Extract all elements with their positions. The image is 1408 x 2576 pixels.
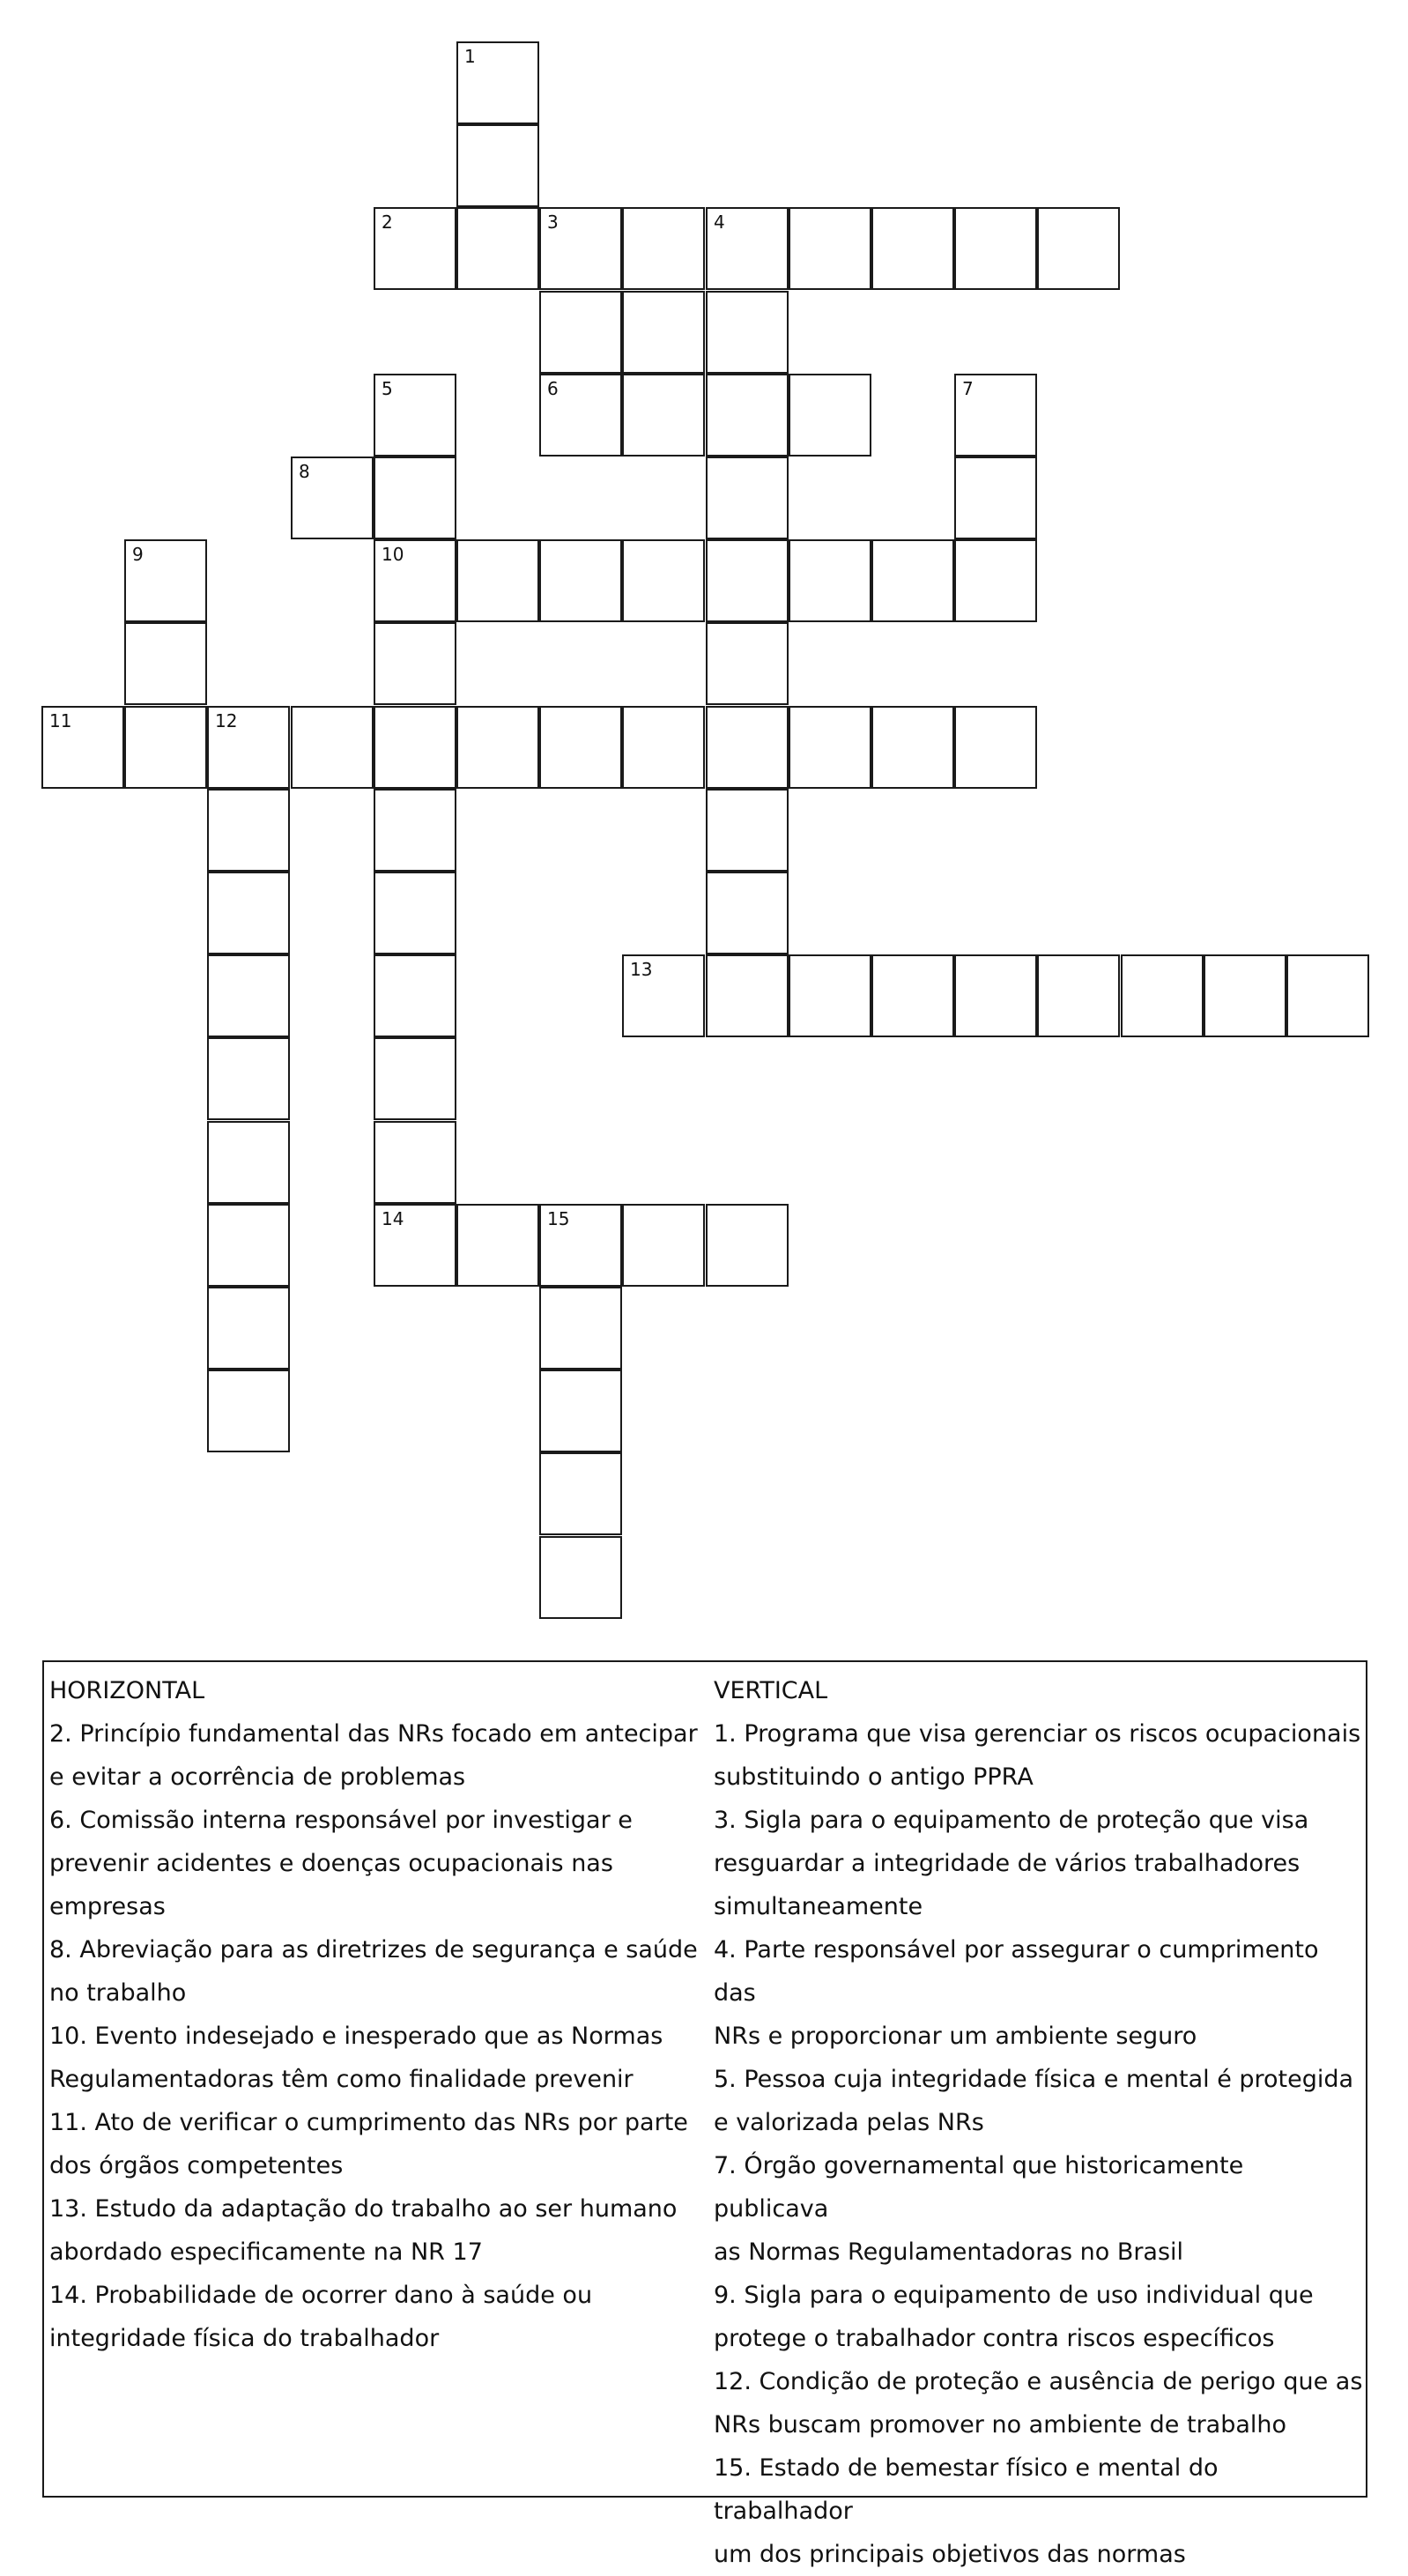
horizontal-clues — [49, 1669, 701, 2360]
clue-number: 12 — [215, 710, 238, 731]
grid-cell[interactable] — [706, 539, 789, 622]
grid-cell[interactable] — [539, 539, 622, 622]
grid-cell[interactable] — [207, 872, 290, 954]
grid-cell[interactable] — [706, 622, 789, 705]
grid-cell[interactable] — [374, 954, 456, 1037]
clue-line: 10. Evento indesejado e inesperado que as Normas — [49, 2023, 663, 2050]
grid-cell[interactable] — [789, 207, 871, 290]
clue-line: e evitar a ocorrência de problemas — [49, 1763, 466, 1791]
grid-cell[interactable] — [706, 1204, 789, 1287]
horizontal-title: HORIZONTAL — [49, 1677, 205, 1704]
clue-line: 6. Comissão interna responsável por investigar e — [49, 1807, 633, 1834]
grid-cell[interactable] — [871, 954, 954, 1037]
grid-cell[interactable] — [789, 954, 871, 1037]
clue-line: 14. Probabilidade de ocorrer dano à saúde ou — [49, 2282, 593, 2309]
clue-line: abordado especificamente na NR 17 — [49, 2238, 483, 2266]
clue-number: 1 — [464, 46, 476, 67]
grid-cell[interactable] — [374, 1037, 456, 1120]
grid-cell[interactable] — [456, 124, 539, 207]
clue-line: um dos principais objetivos das normas — [714, 2541, 1186, 2568]
grid-cell[interactable] — [124, 706, 207, 789]
clue-line: e valorizada pelas NRs — [714, 2109, 984, 2136]
grid-cell[interactable] — [706, 374, 789, 457]
grid-cell[interactable] — [539, 291, 622, 374]
grid-cell[interactable] — [207, 789, 290, 872]
clue-line: 15. Estado de bemestar físico e mental do trabalhador — [714, 2454, 1219, 2525]
grid-cell[interactable] — [622, 1204, 705, 1287]
clue-number: 15 — [547, 1208, 570, 1229]
grid-cell[interactable] — [456, 207, 539, 290]
grid-cell[interactable] — [207, 1287, 290, 1370]
grid-cell[interactable] — [124, 539, 207, 622]
grid-cell[interactable] — [374, 207, 456, 290]
clue-line: no trabalho — [49, 1979, 187, 2007]
grid-cell[interactable] — [207, 1037, 290, 1120]
clues-box — [42, 1660, 1367, 2568]
clue-number: 3 — [547, 212, 559, 233]
clue-number: 7 — [962, 378, 974, 399]
clue-number: 10 — [382, 544, 404, 565]
grid-cell[interactable] — [124, 622, 207, 705]
clue-number: 4 — [714, 212, 725, 233]
grid-cell[interactable] — [456, 41, 539, 124]
clue-number: 8 — [299, 461, 310, 482]
grid-cell[interactable] — [622, 291, 705, 374]
grid-cell[interactable] — [291, 457, 374, 539]
clue-line: protege o trabalhador contra riscos específicos — [714, 2325, 1275, 2352]
grid-cell[interactable] — [1037, 207, 1120, 290]
grid-cell[interactable] — [789, 374, 871, 457]
grid-cell[interactable] — [374, 1204, 456, 1287]
clue-line: 2. Princípio fundamental das NRs focado em antecipar — [49, 1720, 698, 1748]
grid-cell[interactable] — [622, 374, 705, 457]
grid-cell[interactable] — [1037, 954, 1120, 1037]
clue-line: integridade física do trabalhador — [49, 2325, 440, 2352]
grid-cell[interactable] — [1204, 954, 1286, 1037]
grid-cell[interactable] — [789, 539, 871, 622]
clue-line: empresas — [49, 1893, 166, 1920]
clue-line: as Normas Regulamentadoras no Brasil — [714, 2238, 1184, 2266]
clue-line: substituindo o antigo PPRA — [714, 1763, 1034, 1791]
clue-line: Regulamentadoras têm como finalidade prevenir — [49, 2066, 634, 2093]
grid-cell[interactable] — [706, 706, 789, 789]
clue-number: 13 — [630, 959, 653, 980]
clue-line: 1. Programa que visa gerenciar os riscos ocupacionais — [714, 1720, 1361, 1748]
grid-cell[interactable] — [207, 1204, 290, 1287]
grid-cell[interactable] — [207, 954, 290, 1037]
grid-cell[interactable] — [374, 789, 456, 872]
grid-cell[interactable] — [954, 954, 1037, 1037]
clue-line: 8. Abreviação para as diretrizes de segurança e saúde — [49, 1936, 698, 1964]
grid-cell[interactable] — [539, 1204, 622, 1287]
grid-cell[interactable] — [706, 291, 789, 374]
clue-line: 9. Sigla para o equipamento de uso individual que — [714, 2282, 1314, 2309]
grid-cell[interactable] — [374, 539, 456, 622]
grid-cell[interactable] — [871, 207, 954, 290]
clue-number: 14 — [382, 1208, 404, 1229]
grid-cell[interactable] — [456, 1204, 539, 1287]
grid-cell[interactable] — [622, 706, 705, 789]
grid-cell[interactable] — [539, 706, 622, 789]
grid-cell[interactable] — [539, 1452, 622, 1535]
grid-cell[interactable] — [374, 872, 456, 954]
grid-cell[interactable] — [622, 539, 705, 622]
grid-cell[interactable] — [954, 207, 1037, 290]
clue-number: 2 — [382, 212, 393, 233]
grid-cell[interactable] — [374, 374, 456, 457]
grid-cell[interactable] — [1286, 954, 1369, 1037]
grid-cell[interactable] — [622, 954, 705, 1037]
grid-cell[interactable] — [456, 539, 539, 622]
grid-cell[interactable] — [207, 1370, 290, 1452]
clue-line: NRs e proporcionar um ambiente seguro — [714, 2023, 1197, 2050]
clue-line: 4. Parte responsável por assegurar o cumprimento das — [714, 1936, 1319, 2007]
clue-line: 12. Condição de proteção e ausência de perigo que as — [714, 2368, 1363, 2395]
grid-cell[interactable] — [374, 457, 456, 539]
grid-cell[interactable] — [789, 706, 871, 789]
grid-cell[interactable] — [207, 1121, 290, 1204]
grid-cell[interactable] — [954, 457, 1037, 539]
grid-cell[interactable] — [207, 706, 290, 789]
grid-cell[interactable] — [291, 706, 374, 789]
clue-number: 5 — [382, 378, 393, 399]
grid-cell[interactable] — [539, 1536, 622, 1619]
grid-cell[interactable] — [954, 374, 1037, 457]
clue-line: dos órgãos competentes — [49, 2152, 344, 2179]
grid-cell[interactable] — [539, 1287, 622, 1370]
clue-line: resguardar a integridade de vários trabalhadores — [714, 1850, 1301, 1877]
grid-cell[interactable] — [954, 539, 1037, 622]
grid-cell[interactable] — [41, 706, 124, 789]
grid-cell[interactable] — [539, 374, 622, 457]
grid-cell[interactable] — [954, 706, 1037, 789]
clue-number: 11 — [49, 710, 72, 731]
grid-cell[interactable] — [706, 954, 789, 1037]
clue-number: 9 — [132, 544, 144, 565]
grid-cell[interactable] — [871, 706, 954, 789]
clue-line: NRs buscam promover no ambiente de trabalho — [714, 2411, 1287, 2439]
grid-cell[interactable] — [539, 207, 622, 290]
clue-line: simultaneamente — [714, 1893, 923, 1920]
grid-cell[interactable] — [871, 539, 954, 622]
vertical-clues — [714, 1669, 1364, 2576]
grid-cell[interactable] — [539, 1370, 622, 1452]
clue-line: 3. Sigla para o equipamento de proteção que visa — [714, 1807, 1309, 1834]
clue-line: 7. Órgão governamental que historicamente publicava — [714, 2152, 1244, 2223]
grid-cell[interactable] — [706, 207, 789, 290]
clue-line: prevenir acidentes e doenças ocupacionais nas — [49, 1850, 613, 1877]
grid-cell[interactable] — [706, 872, 789, 954]
grid-cell[interactable] — [374, 706, 456, 789]
grid-cell[interactable] — [706, 789, 789, 872]
grid-cell[interactable] — [706, 457, 789, 539]
grid-cell[interactable] — [374, 1121, 456, 1204]
clue-line: 5. Pessoa cuja integridade física e mental é protegida — [714, 2066, 1354, 2093]
grid-cell[interactable] — [622, 207, 705, 290]
grid-cell[interactable] — [456, 706, 539, 789]
clue-line: 11. Ato de verificar o cumprimento das NRs por parte — [49, 2109, 688, 2136]
grid-cell[interactable] — [1121, 954, 1204, 1037]
clue-number: 6 — [547, 378, 559, 399]
grid-cell[interactable] — [374, 622, 456, 705]
vertical-title: VERTICAL — [714, 1677, 828, 1704]
clue-line: 13. Estudo da adaptação do trabalho ao ser humano — [49, 2195, 678, 2223]
